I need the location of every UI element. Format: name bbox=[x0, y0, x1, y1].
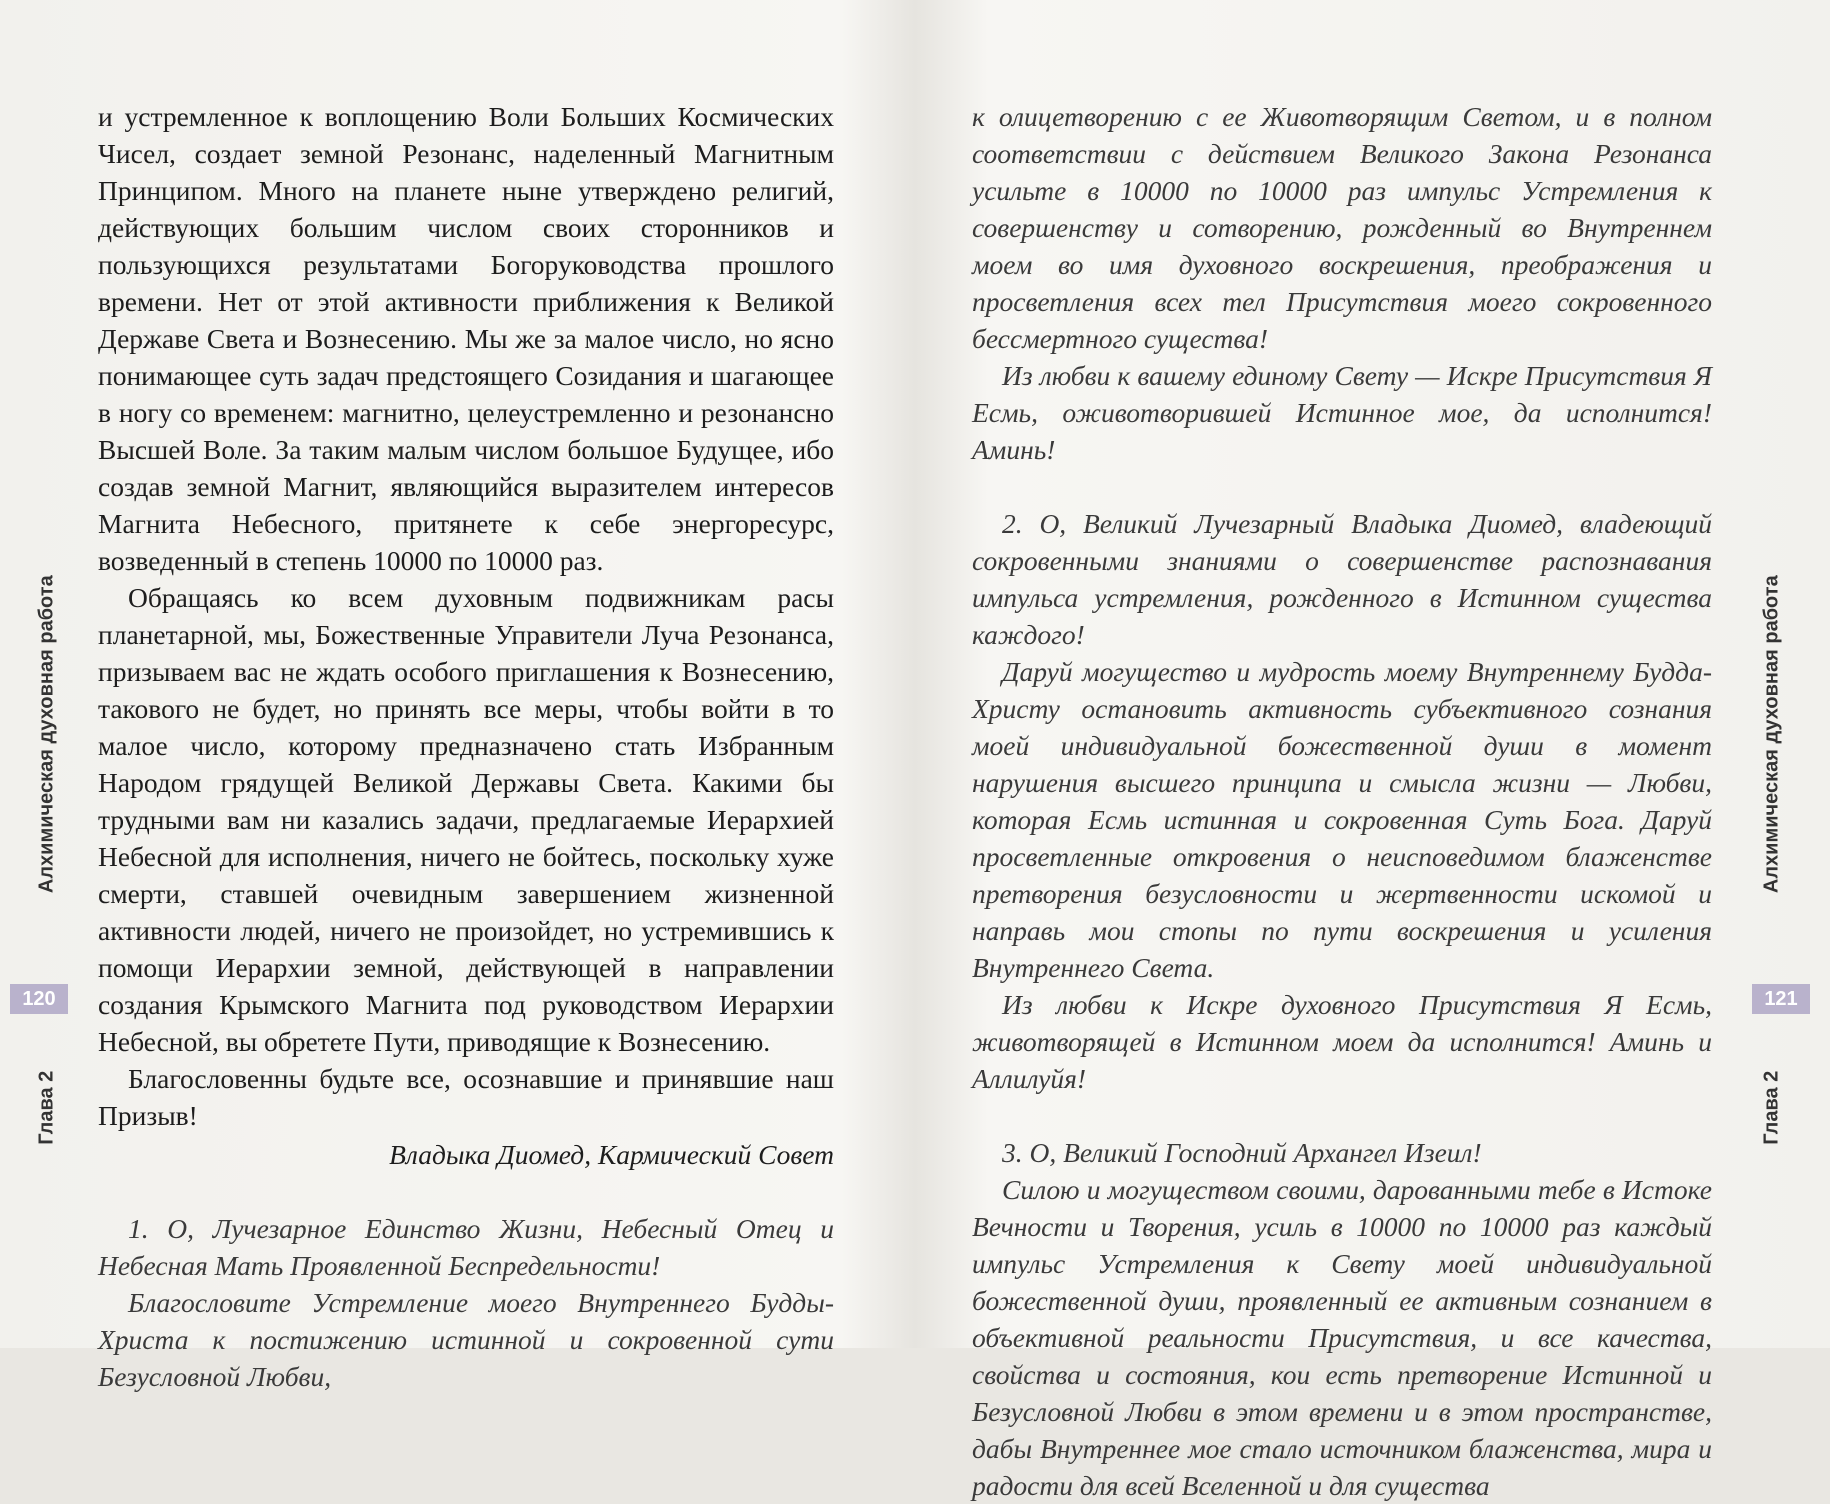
left-paragraph-2: Обращаясь ко всем духовным подвижникам расы планетарной, мы, Божественные Управители Луча Резонанса, призываем вас не ждать особого приглашения к Вознесению, такового не будет, но принять все меры, чтобы войти в то малое число, которому предназначено стать Избранным Народом грядущей Великой Державы Света. Какими бы трудными вам ни казались задачи, предлагаемые Иерархией Небесной для исполнения, ничего не бойтесь, поскольку хуже смерти, ставшей очевидным завершением жизненной активности людей, ничего не произойдет, но устремившись к помощи Иерархии земной, действующей в направлении создания Крымского Магнита под руководством Иерархии Небесной, вы обретете Пути, приводящие к Вознесению. bbox=[98, 582, 834, 1057]
invocation-2-body: Даруй могущество и мудрость моему Внутреннему Будда-Христу остановить активность субъективного сознания моей индивидуальной божественной души в момент нарушения высшего принципа и смысла жизни — Любви, которая Есмь истинная и сокровенная Суть Бога. Даруй просветленные откровения о неисповедимом блаженстве претворения безусловности и жертвенности искомой и направь мои стопы по пути воскрешения и усиления Внутреннего Света. bbox=[972, 656, 1712, 983]
left-chapter-label: Глава 2 bbox=[35, 1070, 58, 1145]
right-page bbox=[972, 98, 1712, 1504]
left-page bbox=[98, 98, 834, 1395]
right-page-number: 121 bbox=[1752, 984, 1810, 1014]
right-section-title: Алхимическая духовная работа bbox=[1760, 575, 1783, 894]
left-page-number: 120 bbox=[10, 984, 68, 1014]
right-running-header bbox=[1745, 575, 1799, 1145]
invocation-1-continuation: к олицетворению с ее Животворящим Светом, и в полном соответствии с действием Великого Закона Резонанса усильте в 10000 по 10000 раз импульс Устремления к совершенству и сотворению, рожденный во Внутреннем моем во имя духовного воскрешения, преображения и просветления всех тел Присутствия моего сокровенного бессмертного существа! bbox=[972, 101, 1712, 354]
invocation-1-body: Благословите Устремление моего Внутреннего Будды-Христа к постижению истинной и сокровенной сути Безусловной Любви, bbox=[98, 1287, 834, 1392]
invocation-3-body: Силою и могуществом своими, дарованными тебе в Истоке Вечности и Творения, усиль в 10000 по 10000 раз каждый импульс Устремления к Свету моей индивидуальной божественной души, проявленный ее активным сознанием в объективной реальности Присутствия, и все качества, свойства и состояния, кои есть претворение Истинной и Безусловной Любви в этом времени и в этом пространстве, дабы Внутреннее мое стало источником блаженства, мира и радости для всей Вселенной и для существа bbox=[972, 1174, 1712, 1501]
left-paragraph-3: Благословенны будьте все, осознавшие и принявшие наш Призыв! bbox=[98, 1063, 834, 1131]
right-chapter-label: Глава 2 bbox=[1760, 1070, 1783, 1145]
invocation-2-closing: Из любви к Искре духовного Присутствия Я Есмь, животворящей в Истинном моем да исполнится! Аминь и Аллилуйя! bbox=[972, 989, 1712, 1094]
invocation-2-heading: 2. О, Великий Лучезарный Владыка Диомед, владеющий сокровенными знаниями о совершенстве распознавания импульса устремления, рожденного в Истинном существа каждого! bbox=[972, 508, 1712, 650]
invocation-1-heading: 1. О, Лучезарное Единство Жизни, Небесный Отец и Небесная Мать Проявленной Беспредельности! bbox=[98, 1213, 834, 1281]
left-paragraph-1: и устремленное к воплощению Воли Больших Космических Чисел, создает земной Резонанс, наделенный Магнитным Принципом. Много на планете ныне утверждено религий, действующих большим числом своих сторонников и пользующихся результатами Богоруководства прошлого времени. Нет от этой активности приближения к Великой Державе Света и Вознесению. Мы же за малое число, но ясно понимающее суть задач предстоящего Созидания и шагающее в ногу со временем: магнитно, целеустремленно и резонансно Высшей Воле. За таким малым числом большое Будущее, ибо создав земной Магнит, являющийся выразителем интересов Магнита Небесного, притянете к себе энергоресурс, возведенный в степень 10000 по 10000 раз. bbox=[98, 101, 834, 576]
left-running-header bbox=[20, 575, 74, 1145]
left-section-title: Алхимическая духовная работа bbox=[35, 575, 58, 894]
invocation-1-closing: Из любви к вашему единому Свету — Искре Присутствия Я Есмь, оживотворившей Истинное мое, да исполнится! Аминь! bbox=[972, 360, 1712, 465]
signature: Владыка Диомед, Кармический Совет bbox=[389, 1139, 834, 1170]
invocation-3-heading: 3. О, Великий Господний Архангел Изеил! bbox=[1002, 1137, 1482, 1168]
